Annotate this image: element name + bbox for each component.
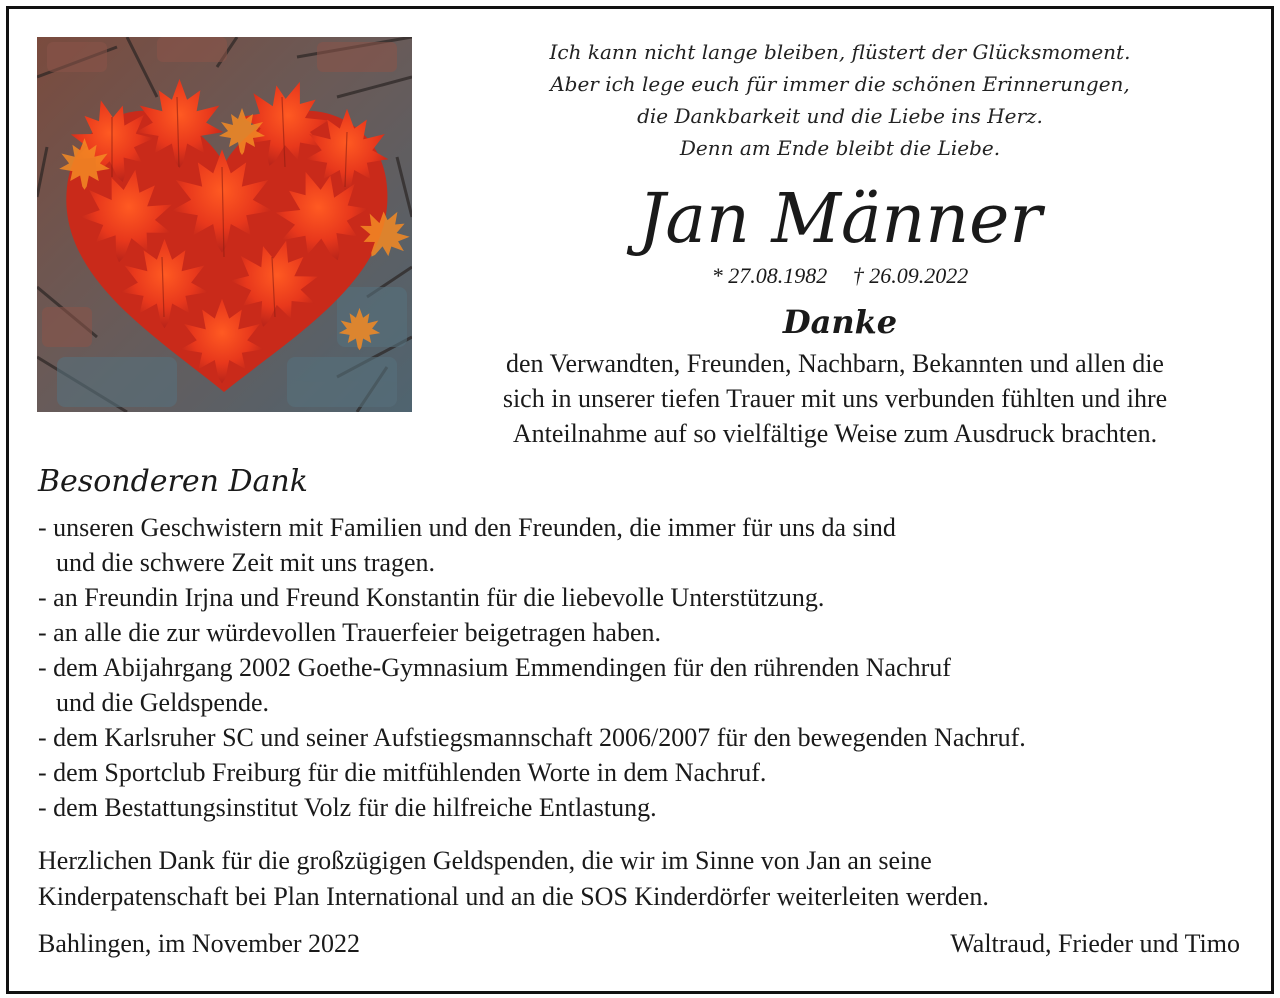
quote-line: Ich kann nicht lange bleiben, flüstert der Glücksmoment. bbox=[549, 40, 1131, 64]
special-thanks-list bbox=[38, 510, 1258, 825]
thanks-line: Anteilnahme auf so vielfältige Weise zum Ausdruck brachten. bbox=[512, 419, 1158, 448]
memorial-quote bbox=[440, 36, 1240, 164]
closing-line: Herzlichen Dank für die großzügigen Geldspenden, die wir im Sinne von Jan an seine bbox=[38, 846, 932, 875]
quote-line: die Dankbarkeit und die Liebe ins Herz. bbox=[637, 104, 1043, 128]
place-and-date: Bahlingen, im November 2022 bbox=[38, 929, 361, 958]
list-item: - dem Sportclub Freiburg für die mitfühlenden Worte in dem Nachruf. bbox=[38, 758, 767, 787]
list-item: - an Freundin Irjna und Freund Konstantin für die liebevolle Unterstützung. bbox=[38, 583, 825, 612]
list-item: - unseren Geschwistern mit Familien und den Freunden, die immer für uns da sind bbox=[38, 513, 896, 542]
list-item: - dem Karlsruher SC und seiner Aufstiegsmannschaft 2006/2007 für den bewegenden Nachruf. bbox=[38, 723, 1026, 752]
danke-heading: Danke bbox=[782, 303, 898, 341]
quote-line: Denn am Ende bleibt die Liebe. bbox=[679, 136, 1001, 160]
deceased-name: Jan Männer bbox=[638, 180, 1042, 259]
closing-paragraph bbox=[38, 843, 1248, 915]
list-item-continuation: und die schwere Zeit mit uns tragen. bbox=[56, 548, 436, 577]
life-dates bbox=[440, 262, 1240, 290]
thanks-line: sich in unserer tiefen Trauer mit uns verbunden fühlten und ihre bbox=[502, 384, 1168, 413]
signers: Waltraud, Frieder und Timo bbox=[950, 929, 1240, 958]
death-date: † 26.09.2022 bbox=[852, 263, 969, 288]
birth-date: * 27.08.1982 bbox=[711, 263, 828, 288]
list-item: - an alle die zur würdevollen Trauerfeier beigetragen haben. bbox=[38, 618, 662, 647]
closing-line: Kinderpatenschaft bei Plan International und an die SOS Kinderdörfer weiterleiten werden. bbox=[38, 882, 989, 911]
heart-of-leaves-image bbox=[37, 37, 412, 412]
list-item: - dem Abijahrgang 2002 Goethe-Gymnasium Emmendingen für den rührenden Nachruf bbox=[38, 653, 951, 682]
list-item-continuation: und die Geldspende. bbox=[56, 688, 270, 717]
thanks-paragraph bbox=[420, 346, 1250, 451]
besonderen-dank-heading: Besonderen Dank bbox=[38, 464, 308, 499]
quote-line: Aber ich lege euch für immer die schönen Erinnerungen, bbox=[550, 72, 1130, 96]
thanks-line: den Verwandten, Freunden, Nachbarn, Bekannten und allen die bbox=[506, 349, 1164, 378]
list-item: - dem Bestattungsinstitut Volz für die hilfreiche Entlastung. bbox=[38, 793, 657, 822]
